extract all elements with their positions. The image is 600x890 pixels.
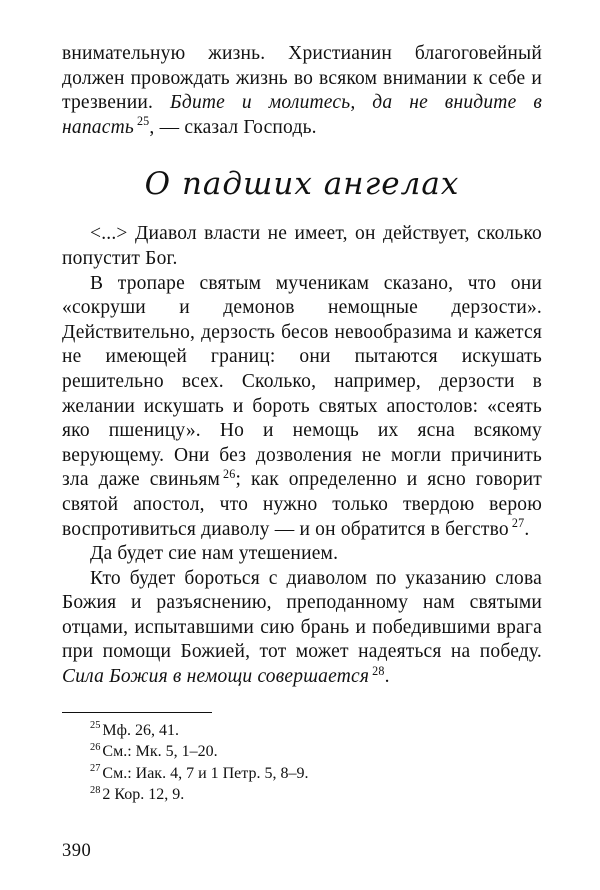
footnote-text: Мф. 26, 41. (102, 721, 179, 739)
footnote (62, 784, 542, 806)
paragraph: <...> Диавол власти не имеет, он действует, сколько попустит Бог. (62, 223, 542, 269)
footnote-number: 27 (90, 763, 101, 775)
paragraph: В тропаре святым мученикам сказано, что они «сокруши и демонов немощные дерзости». Действительно, дерзость бесов невообразима и кажется не имеющей границ: они пытаются искушать решительно всех. Сколько, например, дерзости в желании искушать и бороть святых апостолов: «сеять яко пшеницу». Но и немощь их ясна всякому верующему. Они без дозволения не могли причинить зла даже свиньям $^{26}$; как определенно и ясно говорит святой апостол, что нужно только твердою верою воспротивиться диаволу — и он обратится в бегство $^{27}$. (62, 272, 542, 540)
footnote-text: См.: Мк. 5, 1–20. (102, 743, 218, 761)
chapter-heading: О падших ангелах (144, 166, 460, 203)
footnotes-section (62, 712, 542, 806)
footnote-number: 28 (90, 784, 101, 796)
footnote-number: 26 (90, 741, 101, 753)
paragraph-continuation: внимательную жизнь. Христианин благоговейный должен провождать жизнь во всяком внимании к себе и трезвении. Бдите и молитесь, да не внидите в напасть $^{25}$, — сказал Господь. (62, 43, 542, 138)
footnote-divider (62, 712, 212, 713)
page-body (62, 42, 542, 690)
footnote (62, 720, 542, 742)
page-number: 390 (62, 841, 92, 861)
paragraph: Да будет сие нам утешением. (90, 543, 339, 565)
footnote-text: См.: Иак. 4, 7 и 1 Петр. 5, 8–9. (102, 764, 309, 782)
footnote-number: 25 (90, 720, 101, 732)
footnote-text: 2 Кор. 12, 9. (102, 786, 185, 804)
paragraph: Кто будет бороться с диаволом по указанию слова Божия и разъяснению, преподанному нам святыми отцами, испытавшими сию брань и победившими врага при помощи Божией, тот может надеяться на победу. Сила Божия в немощи совершается $^{28}$. (62, 567, 542, 688)
footnote (62, 763, 542, 785)
footnote (62, 741, 542, 763)
